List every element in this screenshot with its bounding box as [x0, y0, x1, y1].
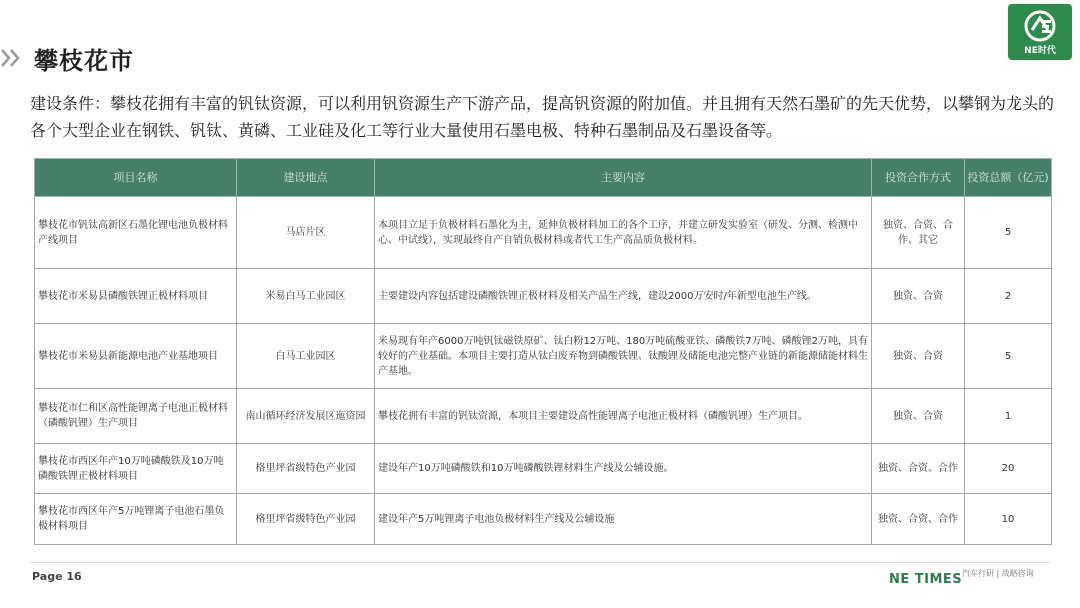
cell-project-name: 攀枝花市米易县磷酸铁锂正极材料项目	[35, 269, 237, 324]
cell-location: 格里坪省级特色产业园	[237, 494, 375, 545]
cell-investment-mode: 独资、合资、合作	[872, 444, 965, 494]
cell-content: 米易现有年产6000万吨钒钛磁铁原矿、钛白粉12万吨、180万吨硫酸亚铁、磷酸铁7万吨、磷酸锂2万吨，具有较好的产业基础。本项目主要打造从钛白废弃物到磷酸铁锂、钛酸锂及储能电池完整产业链的新能源储能材料生产基地。	[375, 324, 872, 389]
cell-project-name: 攀枝花市西区年产5万吨锂离子电池石墨负极材料项目	[35, 494, 237, 545]
footer-brand: NE TIMES	[889, 572, 963, 587]
table-row	[35, 269, 1052, 324]
cell-location: 格里坪省级特色产业园	[237, 444, 375, 494]
cell-investment-mode: 独资、合资	[872, 389, 965, 444]
cell-investment-mode: 独资、合资	[872, 324, 965, 389]
cell-investment-amount: 10	[965, 494, 1052, 545]
cell-project-name: 攀枝花市仁和区高性能锂离子电池正极材料（磷酸钒锂）生产项目	[35, 389, 237, 444]
cell-content: 主要建设内容包括建设磷酸铁锂正极材料及相关产品生产线，建设2000万安时/年新型电池生产线。	[375, 269, 872, 324]
cell-investment-amount: 2	[965, 269, 1052, 324]
page-title: 攀枝花市	[34, 47, 134, 75]
double-chevron-icon	[0, 46, 24, 70]
ne-times-logo	[1008, 4, 1072, 60]
footer-divider	[30, 562, 1050, 563]
cell-location: 白马工业园区	[237, 324, 375, 389]
table-row	[35, 444, 1052, 494]
project-table	[34, 158, 1052, 545]
cell-investment-amount: 20	[965, 444, 1052, 494]
page-number: Page 16	[32, 570, 82, 583]
table-row	[35, 494, 1052, 545]
cell-project-name: 攀枝花市米易县新能源电池产业基地项目	[35, 324, 237, 389]
logo-text: NE时代	[1024, 46, 1056, 56]
cell-content: 本项目立足于负极材料石墨化为主，延伸负极材料加工的各个工序，并建立研发实验室（研发、分测、检测中心、中试线），实现最终自产自销负极材料或者代工生产高品质负极材料。	[375, 197, 872, 269]
header-investment-mode: 投资合作方式	[872, 159, 965, 197]
cell-investment-amount: 5	[965, 197, 1052, 269]
header-project-name: 项目名称	[35, 159, 237, 197]
cell-investment-amount: 5	[965, 324, 1052, 389]
cell-project-name: 攀枝花市钒钛高新区石墨化锂电池负极材料产线项目	[35, 197, 237, 269]
cell-content: 建设年产10万吨磷酸铁和10万吨磷酸铁锂材料生产线及公辅设施。	[375, 444, 872, 494]
cell-content: 攀枝花拥有丰富的钒钛资源，本项目主要建设高性能锂离子电池正极材料（磷酸钒锂）生产项目。	[375, 389, 872, 444]
footer-subtitle: 汽车行研 | 战略咨询	[962, 569, 1034, 578]
cell-location: 米易白马工业园区	[237, 269, 375, 324]
cell-investment-amount: 1	[965, 389, 1052, 444]
table-row	[35, 324, 1052, 389]
cell-location: 马店片区	[237, 197, 375, 269]
cell-location: 南山循环经济发展区迤资园	[237, 389, 375, 444]
cell-investment-mode: 独资、合资、合作	[872, 494, 965, 545]
table-row	[35, 197, 1052, 269]
header-investment-amount: 投资总额（亿元)	[965, 159, 1052, 197]
cell-investment-mode: 独资、合资、合作、其它	[872, 197, 965, 269]
cell-investment-mode: 独资、合资	[872, 269, 965, 324]
table-row	[35, 389, 1052, 444]
cell-project-name: 攀枝花市西区年产10万吨磷酸铁及10万吨磷酸铁锂正极材料项目	[35, 444, 237, 494]
table-header-row	[35, 159, 1052, 197]
header-content: 主要内容	[375, 159, 872, 197]
cell-content: 建设年产5万吨锂离子电池负极材料生产线及公辅设施	[375, 494, 872, 545]
header-location: 建设地点	[237, 159, 375, 197]
intro-text: 建设条件：攀枝花拥有丰富的钒钛资源，可以利用钒资源生产下游产品，提高钒资源的附加值。并且拥有天然石墨矿的先天优势，以攀钢为龙头的各个大型企业在钢铁、钒钛、黄磷、工业硅及化工等行业大量使用石墨电极、特种石墨制品及石墨设备等。	[30, 94, 1055, 140]
